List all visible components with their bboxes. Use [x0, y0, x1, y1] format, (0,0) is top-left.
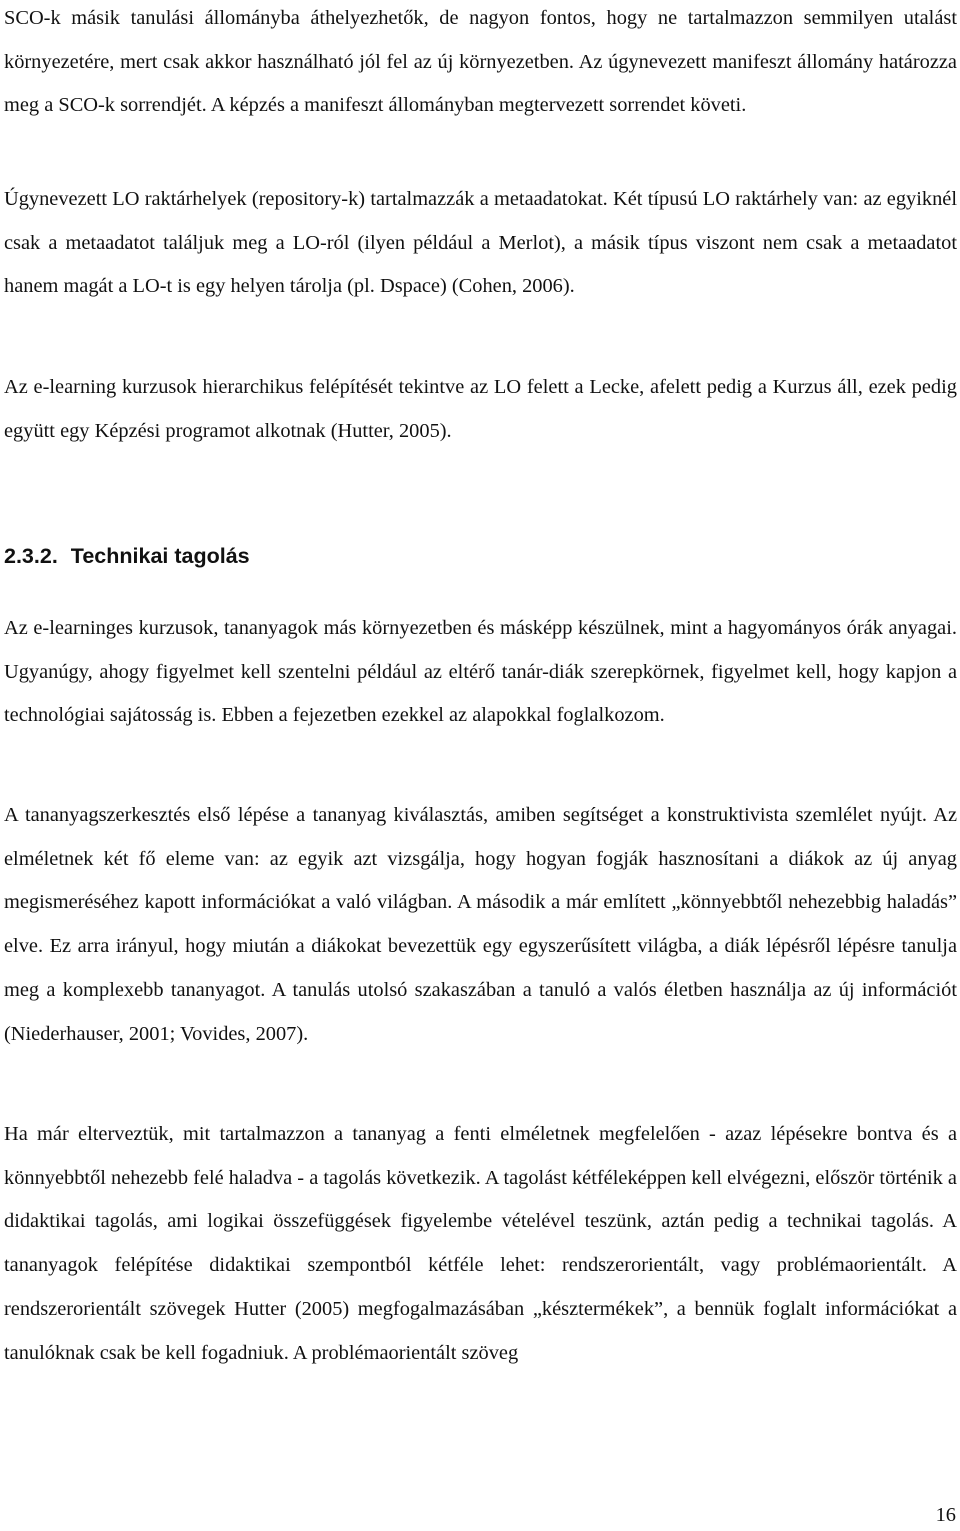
paragraph-hierarchy: Az e-learning kurzusok hierarchikus felépítését tekintve az LO felett a Lecke, afelett pedig a Kurzus áll, ezek pedig együtt egy Képzési programot alkotnak (Hutter, 2005).	[4, 376, 957, 442]
paragraph-intro: Az e-learninges kurzusok, tananyagok más környezetben és másképp készülnek, mint a hagyományos órák anyagai. Ugyanúgy, ahogy figyelmet kell szentelni például az eltérő tanár-diák szerepkörnek, figyelmet kell, hogy kapjon a technológiai sajátosság is. Ebben a fejezetben ezekkel az alapokkal foglalkozom.	[4, 617, 957, 727]
section-number: 2.3.2.	[4, 544, 58, 568]
paragraph-sco: SCO-k másik tanulási állományba áthelyezhetők, de nagyon fontos, hogy ne tartalmazzon semmilyen utalást környezetére, mert csak akkor használható jól fel az új környezetben. Az úgynevezett manifeszt állomány határozza meg a SCO-k sorrendjét. A képzés a manifeszt állományban megtervezett sorrendet követi.	[4, 7, 957, 117]
section-title: Technikai tagolás	[70, 544, 250, 568]
paragraph-lo-repositories: Úgynevezett LO raktárhelyek (repository-k) tartalmazzák a metaadatokat. Két típusú LO raktárhely van: az egyiknél csak a metaadatot találjuk meg a LO-ról (ilyen például a Merlot), a másik típus viszont nem csak a metaadatot hanem magát a LO-t is egy helyen tárolja (pl. Dspace) (Cohen, 2006).	[4, 188, 957, 298]
paragraph-structuring: Ha már elterveztük, mit tartalmazzon a tananyag a fenti elméletnek megfelelően - azaz lépésekre bontva és a könnyebbtől nehezebb felé haladva - a tagolás következik. A tagolást kétféleképpen kell elvégezni, először történik a didaktikai tagolás, ami logikai összefüggések figyelembe vételével teszünk, aztán pedig a technikai tagolás. A tananyagok felépítése didaktikai szempontból kétféle lehet: rendszerorientált, vagy problémaorientált. A rendszerorientált szövegek Hutter (2005) megfogalmazásában „késztermékek”, a bennük foglalt információkat a tanulóknak csak be kell fogadniuk. A problémaorientált szöveg	[4, 1123, 957, 1364]
section-heading	[4, 534, 250, 578]
page-number: 16	[935, 1504, 956, 1526]
paragraph-constructivist: A tananyagszerkesztés első lépése a tananyag kiválasztás, amiben segítséget a konstruktivista szemlélet nyújt. Az elméletnek két fő eleme van: az egyik azt vizsgálja, hogy hogyan fogják hasznosítani a diákok az új anyag megismeréséhez kapott információkat a való világban. A második a már említett „könnyebbtől nehezebbig haladás” elve. Ez arra irányul, hogy miután a diákokat bevezettük egy egyszerűsített világba, a diák lépésről lépésre tanulja meg a komplexebb tananyagot. A tanulás utolsó szakaszában a tanuló a valós életben használja az új információt (Niederhauser, 2001; Vovides, 2007).	[4, 804, 957, 1045]
